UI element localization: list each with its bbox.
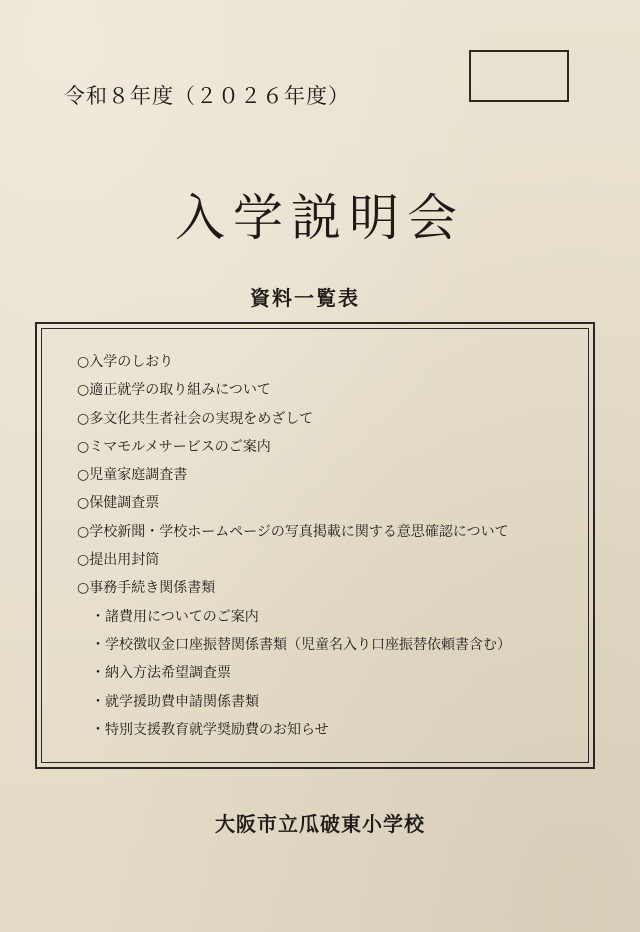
fiscal-year-line: 令和８年度（２０２６年度） — [64, 84, 350, 108]
list-item: ○ミマモルメサービスのご案内 — [77, 438, 271, 455]
list-item: ○入学のしおり — [77, 354, 174, 370]
list-item: ○保健調査票 — [77, 495, 160, 512]
school-name: 大阪市立瓜破東小学校 — [215, 812, 425, 836]
reception-stamp-box — [469, 50, 569, 102]
sub-list-item: ・納入方法希望調査票 — [91, 665, 231, 682]
materials-list — [77, 348, 597, 744]
materials-list-frame — [35, 322, 595, 769]
list-item: ○学校新聞・学校ホームページの写真掲載に関する意思確認について — [77, 523, 509, 540]
sub-list-item: ・就学援助費申請関係書類 — [91, 693, 259, 710]
materials-list-inner-frame — [41, 328, 589, 763]
document-title: 入学説明会 — [175, 189, 465, 247]
list-item: ○事務手続き関係書類 — [77, 580, 216, 597]
list-item: ○提出用封筒 — [77, 552, 160, 569]
list-item: ○児童家庭調査書 — [77, 467, 188, 484]
sub-list-item: ・諸費用についてのご案内 — [91, 608, 259, 625]
list-item: ○多文化共生者社会の実現をめざして — [77, 410, 314, 427]
document-subtitle: 資料一覧表 — [250, 286, 360, 310]
sub-list-item: ・特別支援教育就学奨励費のお知らせ — [91, 721, 329, 738]
list-item: ○適正就学の取り組みについて — [77, 382, 271, 399]
sub-list-item: ・学校徴収金口座振替関係書類（児童名入り口座振替依頼書含む） — [91, 636, 511, 653]
